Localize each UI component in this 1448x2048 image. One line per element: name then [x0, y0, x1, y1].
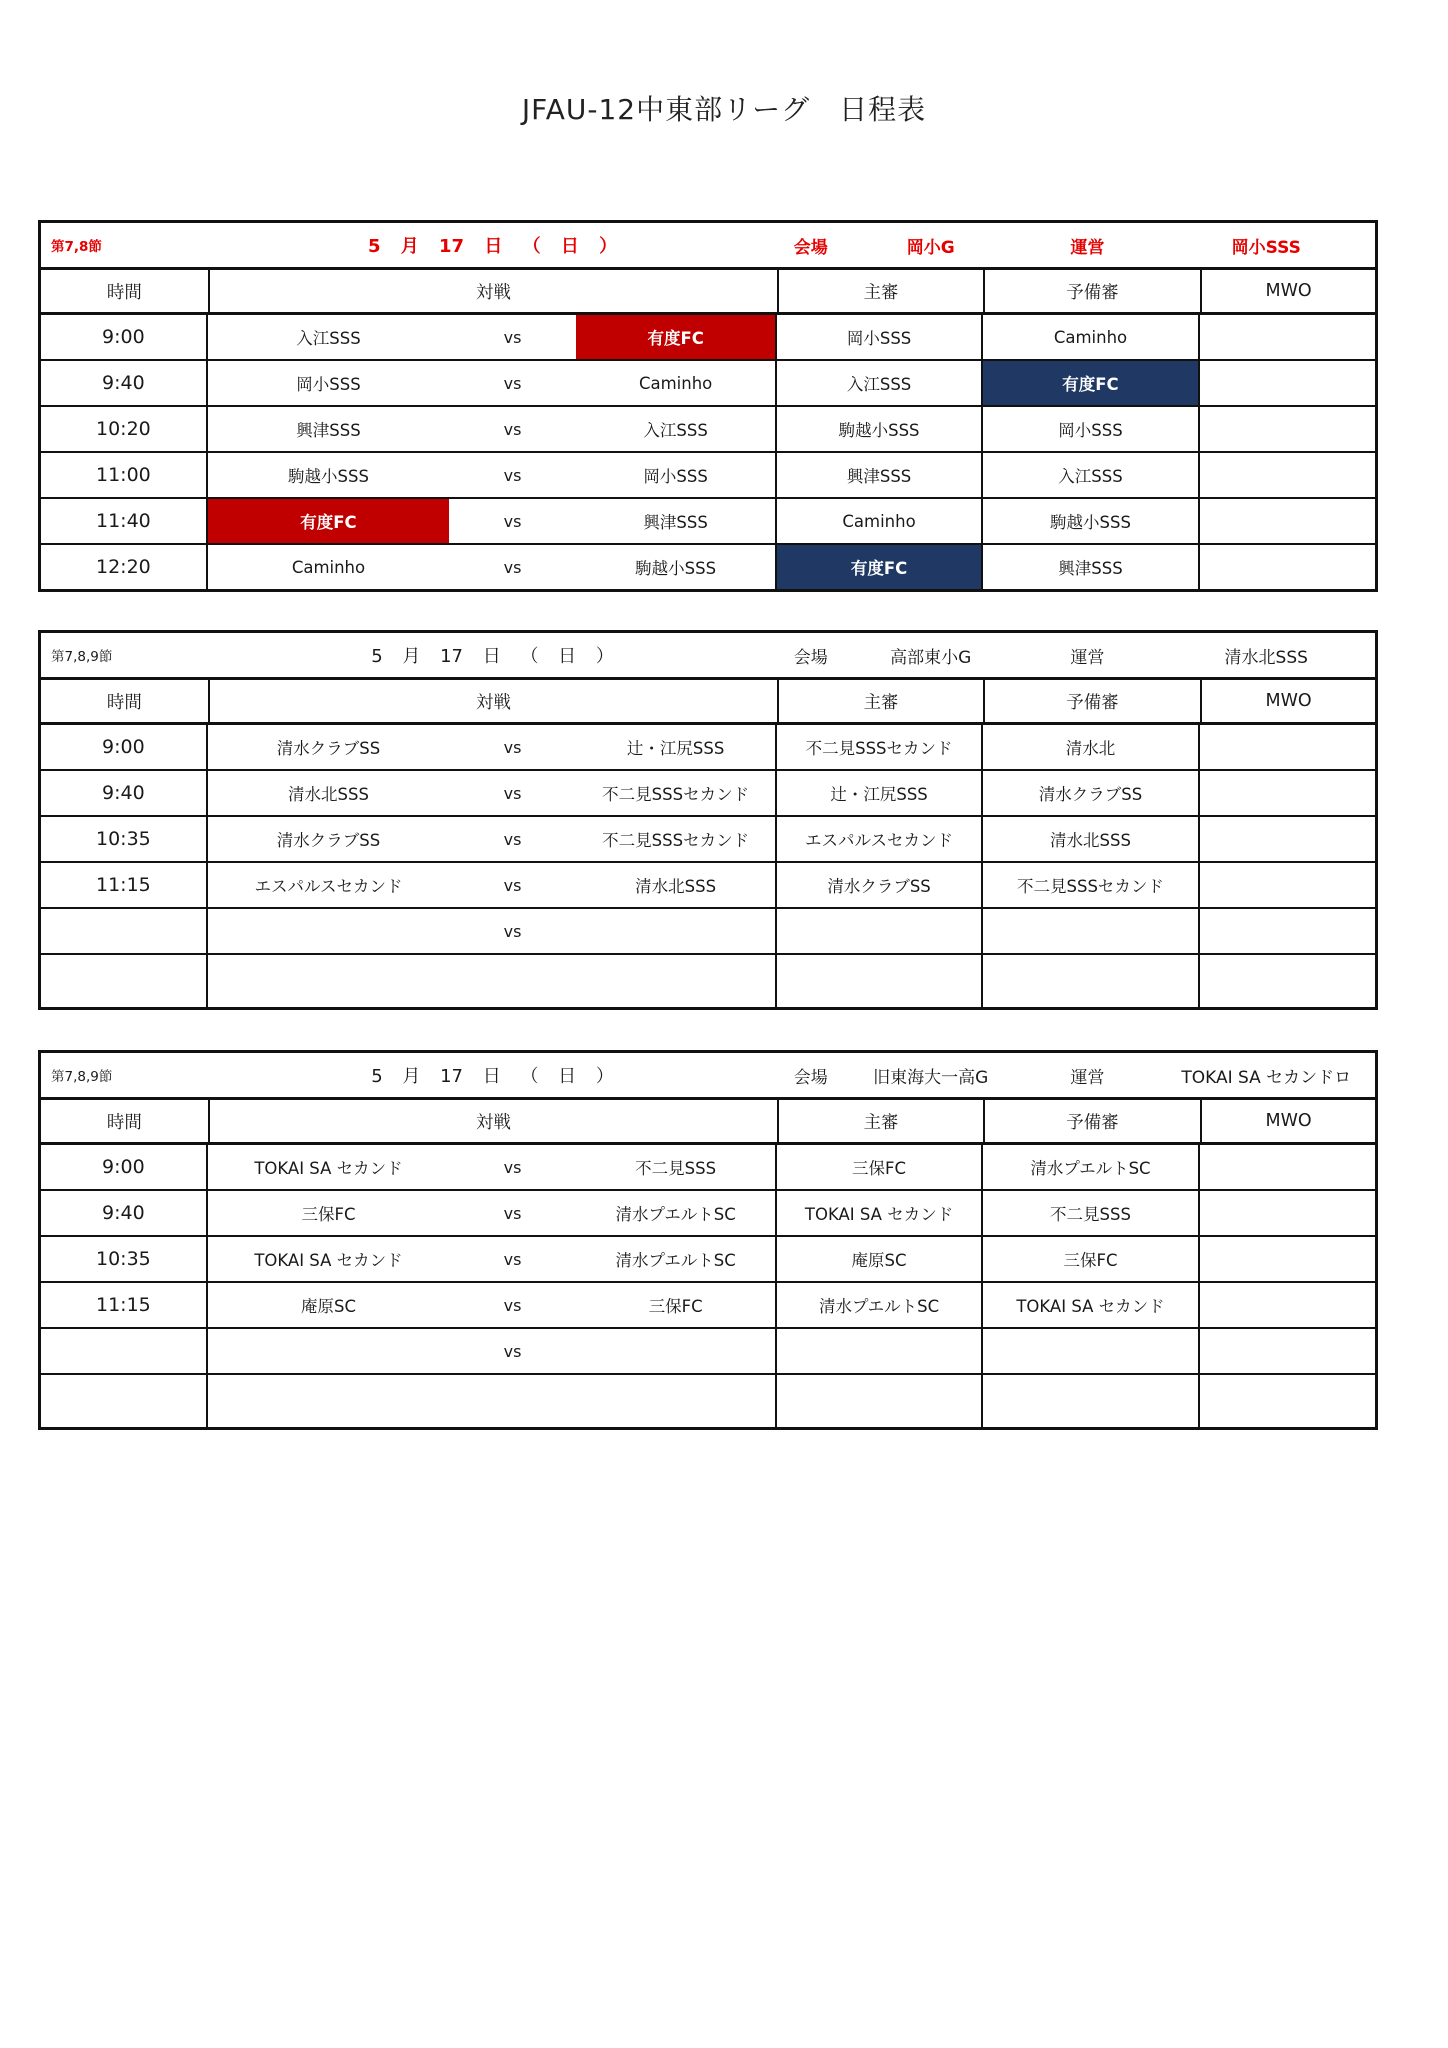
operator-label: 運営 [1070, 647, 1105, 668]
cell-vs [449, 1375, 576, 1427]
venue-name: 岡小G [906, 237, 955, 258]
cell-reserve-referee: 不二見SSSセカンド [983, 863, 1200, 907]
cell-away-team: 入江SSS [576, 407, 777, 451]
cell-time: 9:00 [41, 315, 208, 359]
schedule-table-3 [38, 1050, 1378, 1430]
cell-home-team [208, 1329, 449, 1373]
table-row [41, 1145, 1375, 1191]
match-date: 5 月 17 日 （ 日 ） [371, 1066, 614, 1087]
table-info-row [41, 1053, 1375, 1100]
cell-away-team: 三保FC [576, 1283, 777, 1327]
cell-home-team: 清水北SSS [288, 785, 369, 804]
col-referee: 主審 [777, 270, 982, 312]
match-date: 5 月 17 日 （ 日 ） [371, 646, 614, 667]
cell-home-team: 興津SSS [296, 421, 361, 440]
cell-mwo [1200, 315, 1375, 359]
cell-reserve-referee: 入江SSS [983, 453, 1200, 497]
cell-mwo [1200, 545, 1375, 589]
cell-home-team: 庵原SC [300, 1297, 356, 1316]
column-header-row [41, 680, 1375, 725]
cell-vs: vs [503, 1203, 522, 1223]
cell-referee: 興津SSS [777, 453, 982, 497]
col-mwo: MWO [1200, 680, 1375, 722]
cell-time: 10:35 [41, 817, 208, 861]
col-match: 対戦 [208, 270, 778, 312]
cell-reserve-referee: 駒越小SSS [983, 499, 1200, 543]
venue-name: 旧東海大一高G [873, 1067, 989, 1088]
cell-mwo [1200, 1329, 1375, 1373]
cell-away-team [576, 955, 777, 1007]
table-row [41, 453, 1375, 499]
cell-referee: エスパルスセカンド [777, 817, 982, 861]
cell-away-team: 岡小SSS [576, 453, 777, 497]
schedule-table-2 [38, 630, 1378, 1010]
table-row [41, 499, 1375, 545]
cell-home-team: Caminho [291, 557, 366, 577]
cell-away-team: 不二見SSSセカンド [576, 817, 777, 861]
cell-home-team: TOKAI SA セカンド [254, 1159, 403, 1178]
cell-referee [777, 1375, 982, 1427]
cell-reserve-referee: 三保FC [983, 1237, 1200, 1281]
cell-reserve-referee: 清水クラブSS [983, 771, 1200, 815]
cell-reserve-referee: 有度FC [983, 361, 1200, 405]
cell-referee: 有度FC [777, 545, 982, 589]
cell-away-team [576, 1375, 777, 1427]
col-time: 時間 [106, 1112, 142, 1133]
cell-home-team: 入江SSS [296, 329, 361, 348]
col-match: 対戦 [208, 680, 778, 722]
cell-mwo [1200, 817, 1375, 861]
cell-away-team: 清水プエルトSC [576, 1191, 777, 1235]
venue-name: 高部東小G [890, 647, 972, 668]
table-row [41, 1329, 1375, 1375]
operator-label: 運営 [1070, 237, 1105, 258]
schedule-table-1 [38, 220, 1378, 592]
cell-reserve-referee: Caminho [983, 315, 1200, 359]
cell-referee: 三保FC [777, 1145, 982, 1189]
cell-referee [777, 955, 982, 1007]
cell-time: 10:20 [41, 407, 208, 451]
cell-time: 11:15 [41, 863, 208, 907]
table-row [41, 725, 1375, 771]
col-reserve: 予備審 [983, 1100, 1200, 1142]
cell-mwo [1200, 725, 1375, 769]
column-header-row [41, 1100, 1375, 1145]
cell-home-team: 清水クラブSS [276, 739, 381, 758]
operator-name: 清水北SSS [1224, 647, 1308, 668]
cell-referee: TOKAI SA セカンド [777, 1191, 982, 1235]
cell-vs: vs [503, 1249, 522, 1269]
cell-vs: vs [503, 783, 522, 803]
cell-home-team: TOKAI SA セカンド [254, 1251, 403, 1270]
venue-label: 会場 [793, 647, 828, 668]
cell-referee: 入江SSS [777, 361, 982, 405]
cell-time: 9:00 [41, 725, 208, 769]
col-time: 時間 [106, 282, 142, 303]
cell-mwo [1200, 909, 1375, 953]
round-label: 第7,8,9節 [51, 649, 113, 665]
table-row [41, 361, 1375, 407]
cell-vs: vs [503, 737, 522, 757]
col-mwo: MWO [1200, 1100, 1375, 1142]
cell-mwo [1200, 361, 1375, 405]
cell-vs: vs [503, 373, 522, 393]
cell-referee [777, 909, 982, 953]
cell-reserve-referee [983, 955, 1200, 1007]
cell-home-team: 清水クラブSS [276, 831, 381, 850]
cell-away-team: 興津SSS [576, 499, 777, 543]
cell-home-team: 有度FC [208, 499, 449, 543]
cell-mwo [1200, 955, 1375, 1007]
cell-time [41, 955, 208, 1007]
cell-mwo [1200, 1191, 1375, 1235]
cell-vs: vs [503, 1157, 522, 1177]
cell-home-team [208, 955, 449, 1007]
table-row [41, 1237, 1375, 1283]
cell-reserve-referee: 興津SSS [983, 545, 1200, 589]
col-reserve: 予備審 [983, 270, 1200, 312]
cell-time: 11:40 [41, 499, 208, 543]
cell-reserve-referee: 岡小SSS [983, 407, 1200, 451]
round-label: 第7,8節 [51, 239, 102, 255]
table-row [41, 407, 1375, 453]
cell-away-team: 清水プエルトSC [576, 1237, 777, 1281]
cell-reserve-referee: 不二見SSS [983, 1191, 1200, 1235]
cell-away-team: 有度FC [576, 315, 777, 359]
table-row [41, 909, 1375, 955]
table-row [41, 771, 1375, 817]
cell-away-team: 辻・江尻SSS [576, 725, 777, 769]
cell-time: 9:40 [41, 771, 208, 815]
cell-time: 10:35 [41, 1237, 208, 1281]
cell-home-team: 岡小SSS [296, 375, 361, 394]
operator-name: 岡小SSS [1231, 237, 1301, 258]
cell-reserve-referee: TOKAI SA セカンド [983, 1283, 1200, 1327]
cell-mwo [1200, 1375, 1375, 1427]
cell-home-team: 三保FC [301, 1205, 356, 1224]
cell-reserve-referee: 清水プエルトSC [983, 1145, 1200, 1189]
col-time: 時間 [106, 692, 142, 713]
cell-mwo [1200, 407, 1375, 451]
cell-vs: vs [503, 557, 522, 577]
cell-referee: 清水クラブSS [777, 863, 982, 907]
page-title: JFAU-12中東部リーグ 日程表 [521, 93, 927, 126]
table-row [41, 863, 1375, 909]
cell-reserve-referee [983, 1375, 1200, 1427]
cell-time: 9:40 [41, 361, 208, 405]
table-row [41, 1375, 1375, 1427]
cell-reserve-referee [983, 909, 1200, 953]
cell-time: 9:00 [41, 1145, 208, 1189]
cell-home-team [208, 1375, 449, 1427]
table-row [41, 817, 1375, 863]
cell-referee: 駒越小SSS [777, 407, 982, 451]
cell-away-team: 駒越小SSS [576, 545, 777, 589]
table-row [41, 1283, 1375, 1329]
column-header-row [41, 270, 1375, 315]
cell-vs: vs [503, 1295, 522, 1315]
col-mwo: MWO [1200, 270, 1375, 312]
cell-referee: 不二見SSSセカンド [777, 725, 982, 769]
cell-referee [777, 1329, 982, 1373]
col-referee: 主審 [777, 680, 982, 722]
cell-mwo [1200, 453, 1375, 497]
table-row [41, 545, 1375, 589]
cell-mwo [1200, 499, 1375, 543]
cell-referee: 庵原SC [777, 1237, 982, 1281]
cell-time: 11:15 [41, 1283, 208, 1327]
cell-referee: 岡小SSS [777, 315, 982, 359]
cell-mwo [1200, 1145, 1375, 1189]
cell-mwo [1200, 771, 1375, 815]
col-referee: 主審 [777, 1100, 982, 1142]
cell-vs: vs [503, 327, 522, 347]
col-reserve: 予備審 [983, 680, 1200, 722]
cell-away-team: 不二見SSSセカンド [576, 771, 777, 815]
cell-home-team [208, 909, 449, 953]
table-info-row [41, 223, 1375, 270]
cell-referee: 辻・江尻SSS [777, 771, 982, 815]
cell-vs [449, 955, 576, 1007]
table-row [41, 1191, 1375, 1237]
cell-away-team: Caminho [576, 361, 777, 405]
col-match: 対戦 [208, 1100, 778, 1142]
cell-vs: vs [503, 875, 522, 895]
cell-vs: vs [503, 921, 522, 941]
cell-reserve-referee: 清水北SSS [983, 817, 1200, 861]
cell-time [41, 1329, 208, 1373]
cell-mwo [1200, 863, 1375, 907]
cell-time [41, 909, 208, 953]
cell-vs: vs [503, 419, 522, 439]
cell-referee: Caminho [777, 499, 982, 543]
cell-home-team: 駒越小SSS [288, 467, 369, 486]
cell-mwo [1200, 1283, 1375, 1327]
match-date: 5 月 17 日 （ 日 ） [367, 236, 618, 257]
round-label: 第7,8,9節 [51, 1069, 113, 1085]
cell-reserve-referee: 清水北 [983, 725, 1200, 769]
cell-time [41, 1375, 208, 1427]
table-info-row [41, 633, 1375, 680]
cell-away-team [576, 909, 777, 953]
cell-home-team: エスパルスセカンド [254, 877, 403, 896]
venue-label: 会場 [793, 237, 828, 258]
cell-away-team: 清水北SSS [576, 863, 777, 907]
cell-vs: vs [503, 465, 522, 485]
cell-away-team [576, 1329, 777, 1373]
cell-away-team: 不二見SSS [576, 1145, 777, 1189]
cell-time: 11:00 [41, 453, 208, 497]
cell-vs: vs [503, 511, 522, 531]
cell-mwo [1200, 1237, 1375, 1281]
cell-vs: vs [503, 1341, 522, 1361]
cell-reserve-referee [983, 1329, 1200, 1373]
operator-name: TOKAI SA セカンドロ [1181, 1067, 1352, 1088]
cell-referee: 清水プエルトSC [777, 1283, 982, 1327]
table-row [41, 315, 1375, 361]
operator-label: 運営 [1070, 1067, 1105, 1088]
cell-vs: vs [503, 829, 522, 849]
cell-time: 12:20 [41, 545, 208, 589]
table-row [41, 955, 1375, 1007]
venue-label: 会場 [793, 1067, 828, 1088]
cell-time: 9:40 [41, 1191, 208, 1235]
